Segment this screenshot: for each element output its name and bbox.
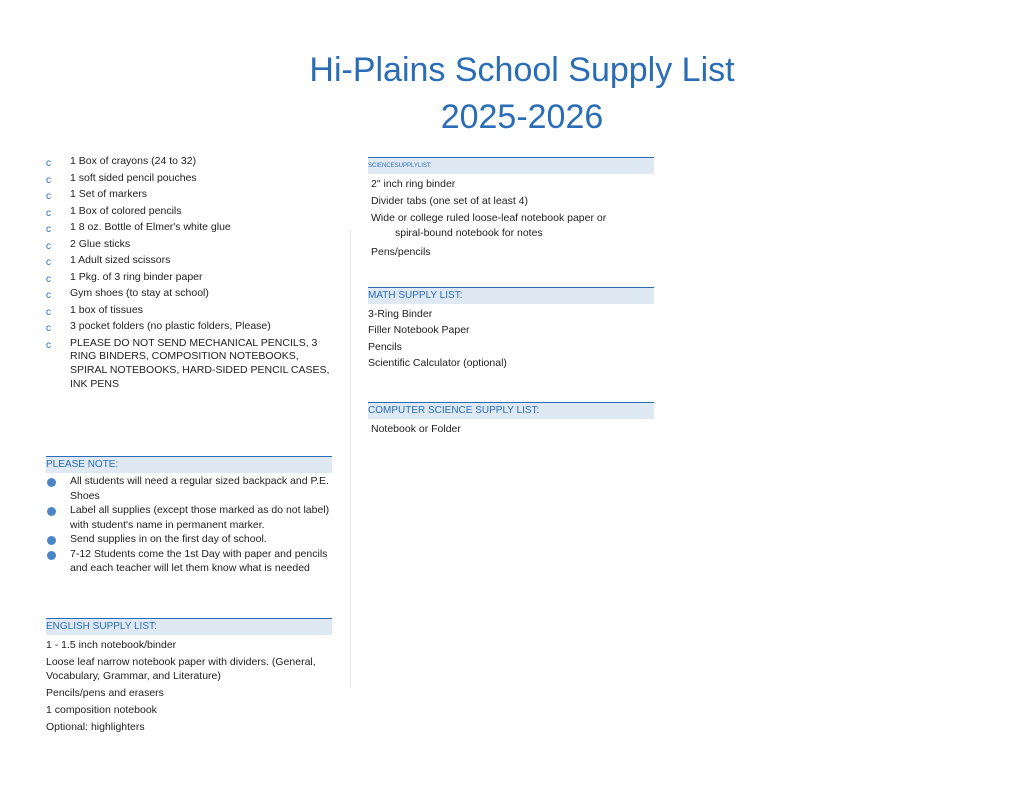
list-item: Pencils/pens and erasers <box>46 687 164 699</box>
page-subtitle-year: 2025-2026 <box>440 98 604 136</box>
english-supply-section <box>46 618 332 734</box>
list-item: c 1 soft sided pencil pouches <box>46 171 197 186</box>
column-divider <box>350 230 351 688</box>
list-item: Notebook or Folder <box>371 423 461 435</box>
bullet-dot-icon <box>47 478 56 487</box>
math-supply-list <box>368 307 654 371</box>
list-item: c 1 Box of colored pencils <box>46 204 182 219</box>
bullet-dot-icon <box>47 551 56 560</box>
list-item: 3-Ring Binder <box>368 307 433 320</box>
list-item: All students will need a regular sized backpack and P.E. Shoes <box>46 474 332 503</box>
list-item: Scientific Calculator (optional) <box>368 357 507 369</box>
computer-science-supply-section <box>368 402 654 436</box>
bullet-dot-icon <box>47 507 56 516</box>
list-item: Filler Notebook Paper <box>368 324 470 336</box>
list-item: Send supplies in on the first day of school. <box>46 532 332 547</box>
list-item: 1 - 1.5 inch notebook/binder <box>46 639 177 651</box>
bullet-icon: c <box>46 273 51 285</box>
science-heading: SCIENCESUPPLYLIST: <box>368 157 654 174</box>
list-item: c 1 8 oz. Bottle of Elmer's white glue <box>46 221 231 235</box>
bullet-icon: c <box>46 207 51 219</box>
list-item: Pencils <box>368 340 402 353</box>
list-item: Wide or college ruled loose-leaf notebook paper or <box>371 212 607 224</box>
bullet-dot-icon <box>47 536 56 545</box>
bullet-icon: c <box>46 257 51 268</box>
list-item: Optional: highlighters <box>46 721 145 733</box>
list-item: 1 composition notebook <box>46 704 157 716</box>
please-note-list <box>46 474 332 576</box>
general-supply-list <box>46 155 336 392</box>
list-item: c 1 Set of markers <box>46 188 148 202</box>
list-item: c 1 Pkg. of 3 ring binder paper <box>46 270 203 285</box>
list-item: Pens/pencils <box>371 246 431 258</box>
list-item: c 3 pocket folders (no plastic folders, Please) <box>46 320 271 334</box>
bullet-icon: c <box>46 323 51 334</box>
list-item: Loose leaf narrow notebook paper with dividers. (General, Vocabulary, Grammar, and Literature) <box>46 656 316 682</box>
science-supply-list <box>368 177 654 259</box>
page-title: Hi-Plains School Supply List <box>309 51 735 89</box>
bullet-icon: c <box>46 290 51 301</box>
science-supply-section <box>368 157 654 259</box>
please-note-section <box>46 456 332 576</box>
computer-science-supply-list <box>368 422 654 436</box>
list-item: Label all supplies (except those marked as do not label) with student's name in permanent marker. <box>46 503 332 532</box>
bullet-icon: c <box>46 158 51 169</box>
bullet-icon: c <box>46 224 51 235</box>
general-supply-section <box>46 155 336 395</box>
list-item: c 1 Adult sized scissors <box>46 254 171 268</box>
english-heading: ENGLISH SUPPLY LIST: <box>46 618 332 635</box>
bullet-icon: c <box>46 191 51 202</box>
math-heading: MATH SUPPLY LIST: <box>368 287 654 304</box>
computer-science-heading: COMPUTER SCIENCE SUPPLY LIST: <box>368 402 654 419</box>
bullet-icon: c <box>46 306 51 318</box>
list-item: c 2 Glue sticks <box>46 237 131 252</box>
list-item: 7-12 Students come the 1st Day with paper and pencils and each teacher will let them know what is needed <box>46 547 332 576</box>
list-item: spiral-bound notebook for notes <box>395 227 543 239</box>
bullet-icon: c <box>46 240 51 252</box>
list-item: 2" inch ring binder <box>371 178 456 190</box>
bullet-icon: c <box>46 339 51 351</box>
please-note-heading: PLEASE NOTE: <box>46 456 332 473</box>
bullet-icon: c <box>46 174 51 186</box>
list-item: Divider tabs (one set of at least 4) <box>371 195 528 207</box>
list-item-warning: c PLEASE DO NOT SEND MECHANICAL PENCILS, 3 RING BINDERS, COMPOSITION NOTEBOOKS, SPIRAL NOTEBOOKS, HARD-SIDED PENCIL CASES, INK PENS <box>46 336 330 391</box>
list-item: c 1 Box of crayons (24 to 32) <box>46 155 197 169</box>
english-supply-list <box>46 638 332 734</box>
list-item: c 1 box of tissues <box>46 303 143 318</box>
math-supply-section <box>368 287 654 370</box>
list-item: c Gym shoes (to stay at school) <box>46 287 209 301</box>
